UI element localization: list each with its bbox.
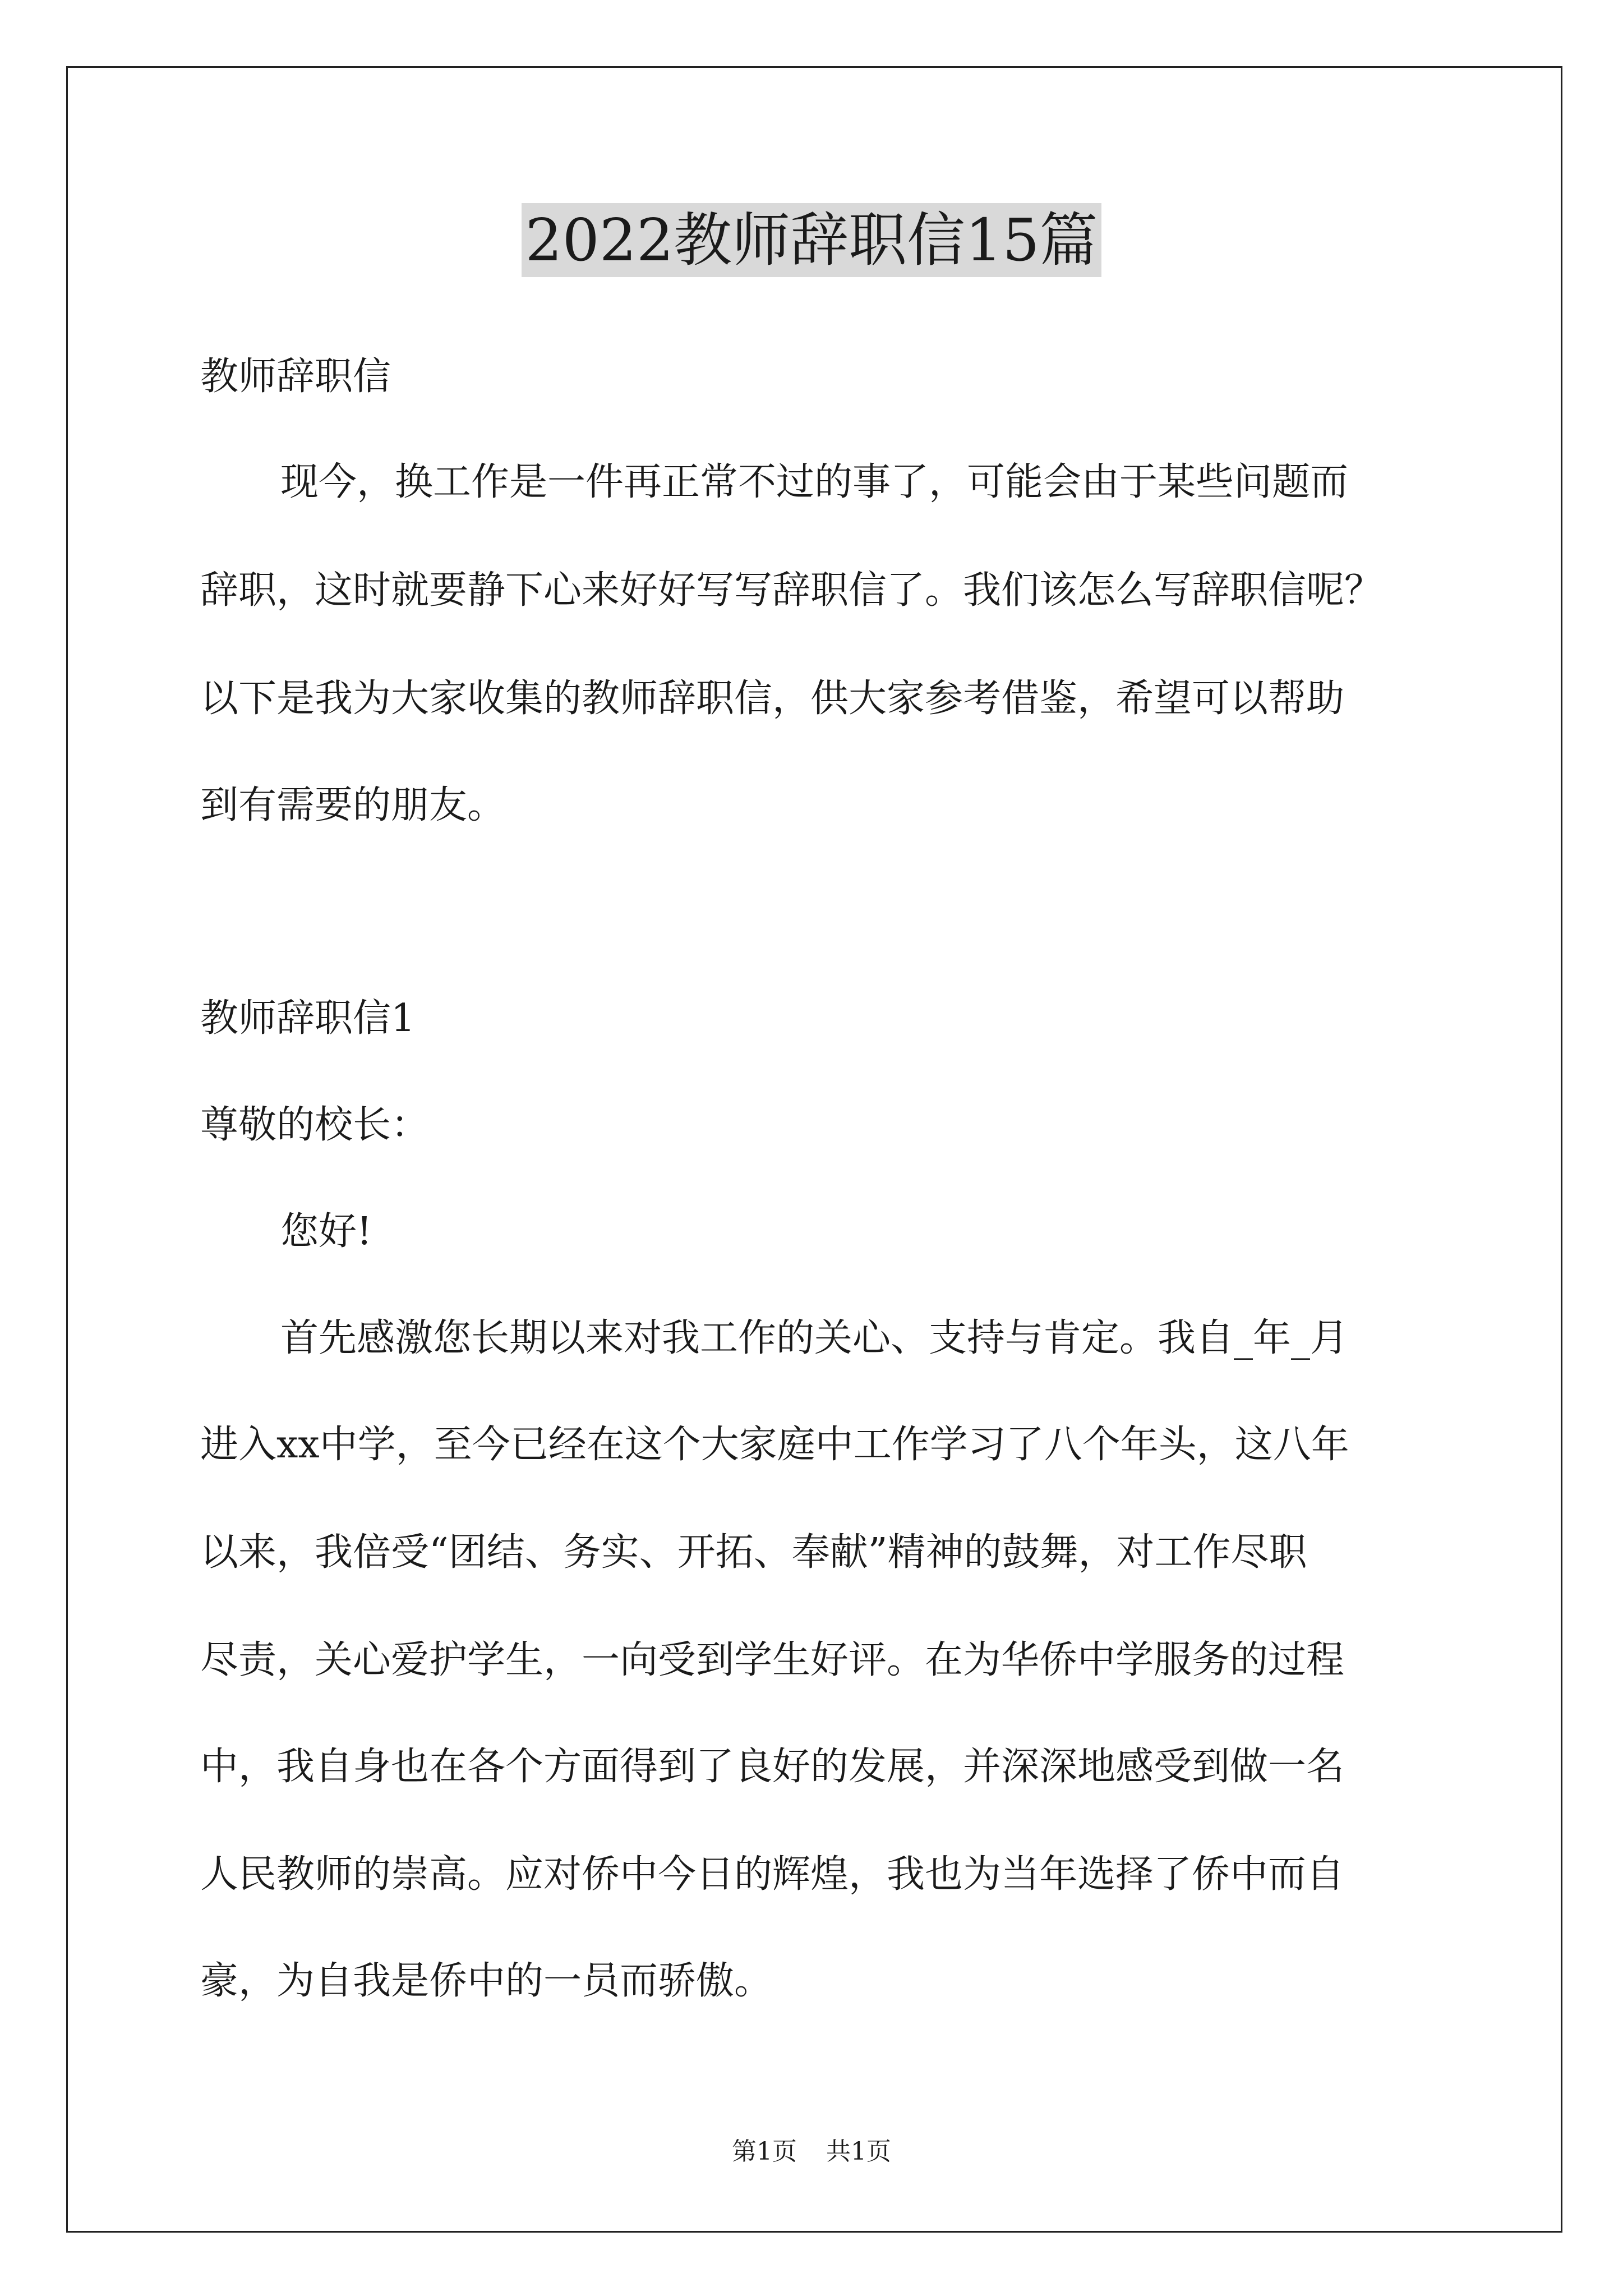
intro-line: 到有需要的朋友。 (200, 783, 506, 827)
body-line: 人民教师的崇高。应对侨中今日的辉煌，我也为当年选择了侨中而自 (200, 1852, 1345, 1897)
intro-line: 辞职，这时就要静下心来好好写写辞职信了。我们该怎么写辞职信呢？ (200, 568, 1383, 613)
body-line: 首先感激您长期以来对我工作的关心、支持与肯定。我自_年_月 (280, 1316, 1349, 1360)
page-number-total: 共1页 (826, 2137, 891, 2166)
body-line: 尽责，关心爱护学生，一向受到学生好评。在为华侨中学服务的过程 (200, 1638, 1345, 1682)
intro-heading: 教师辞职信 (200, 355, 391, 399)
document-title: 2022教师辞职信15篇 (522, 203, 1101, 277)
title-container (0, 203, 1623, 277)
greeting: 您好! (280, 1209, 372, 1254)
letter-heading: 教师辞职信1 (200, 996, 416, 1041)
body-line: 进入xx中学，至今已经在这个大家庭中工作学习了八个年头，这八年 (200, 1423, 1349, 1467)
salutation: 尊敬的校长： (200, 1103, 430, 1147)
intro-line: 以下是我为大家收集的教师辞职信，供大家参考借鉴，希望可以帮助 (200, 677, 1345, 721)
intro-line: 现今，换工作是一件再正常不过的事了，可能会由于某些问题而 (280, 460, 1349, 504)
body-line: 中，我自身也在各个方面得到了良好的发展，并深深地感受到做一名 (200, 1745, 1345, 1789)
page-number-current: 第1页 (732, 2137, 797, 2166)
page-footer (0, 2135, 1623, 2169)
body-line: 以来，我倍受“团结、务实、开拓、奉献”精神的鼓舞，对工作尽职 (200, 1530, 1307, 1575)
body-line: 豪，为自我是侨中的一员而骄傲。 (200, 1959, 773, 2003)
